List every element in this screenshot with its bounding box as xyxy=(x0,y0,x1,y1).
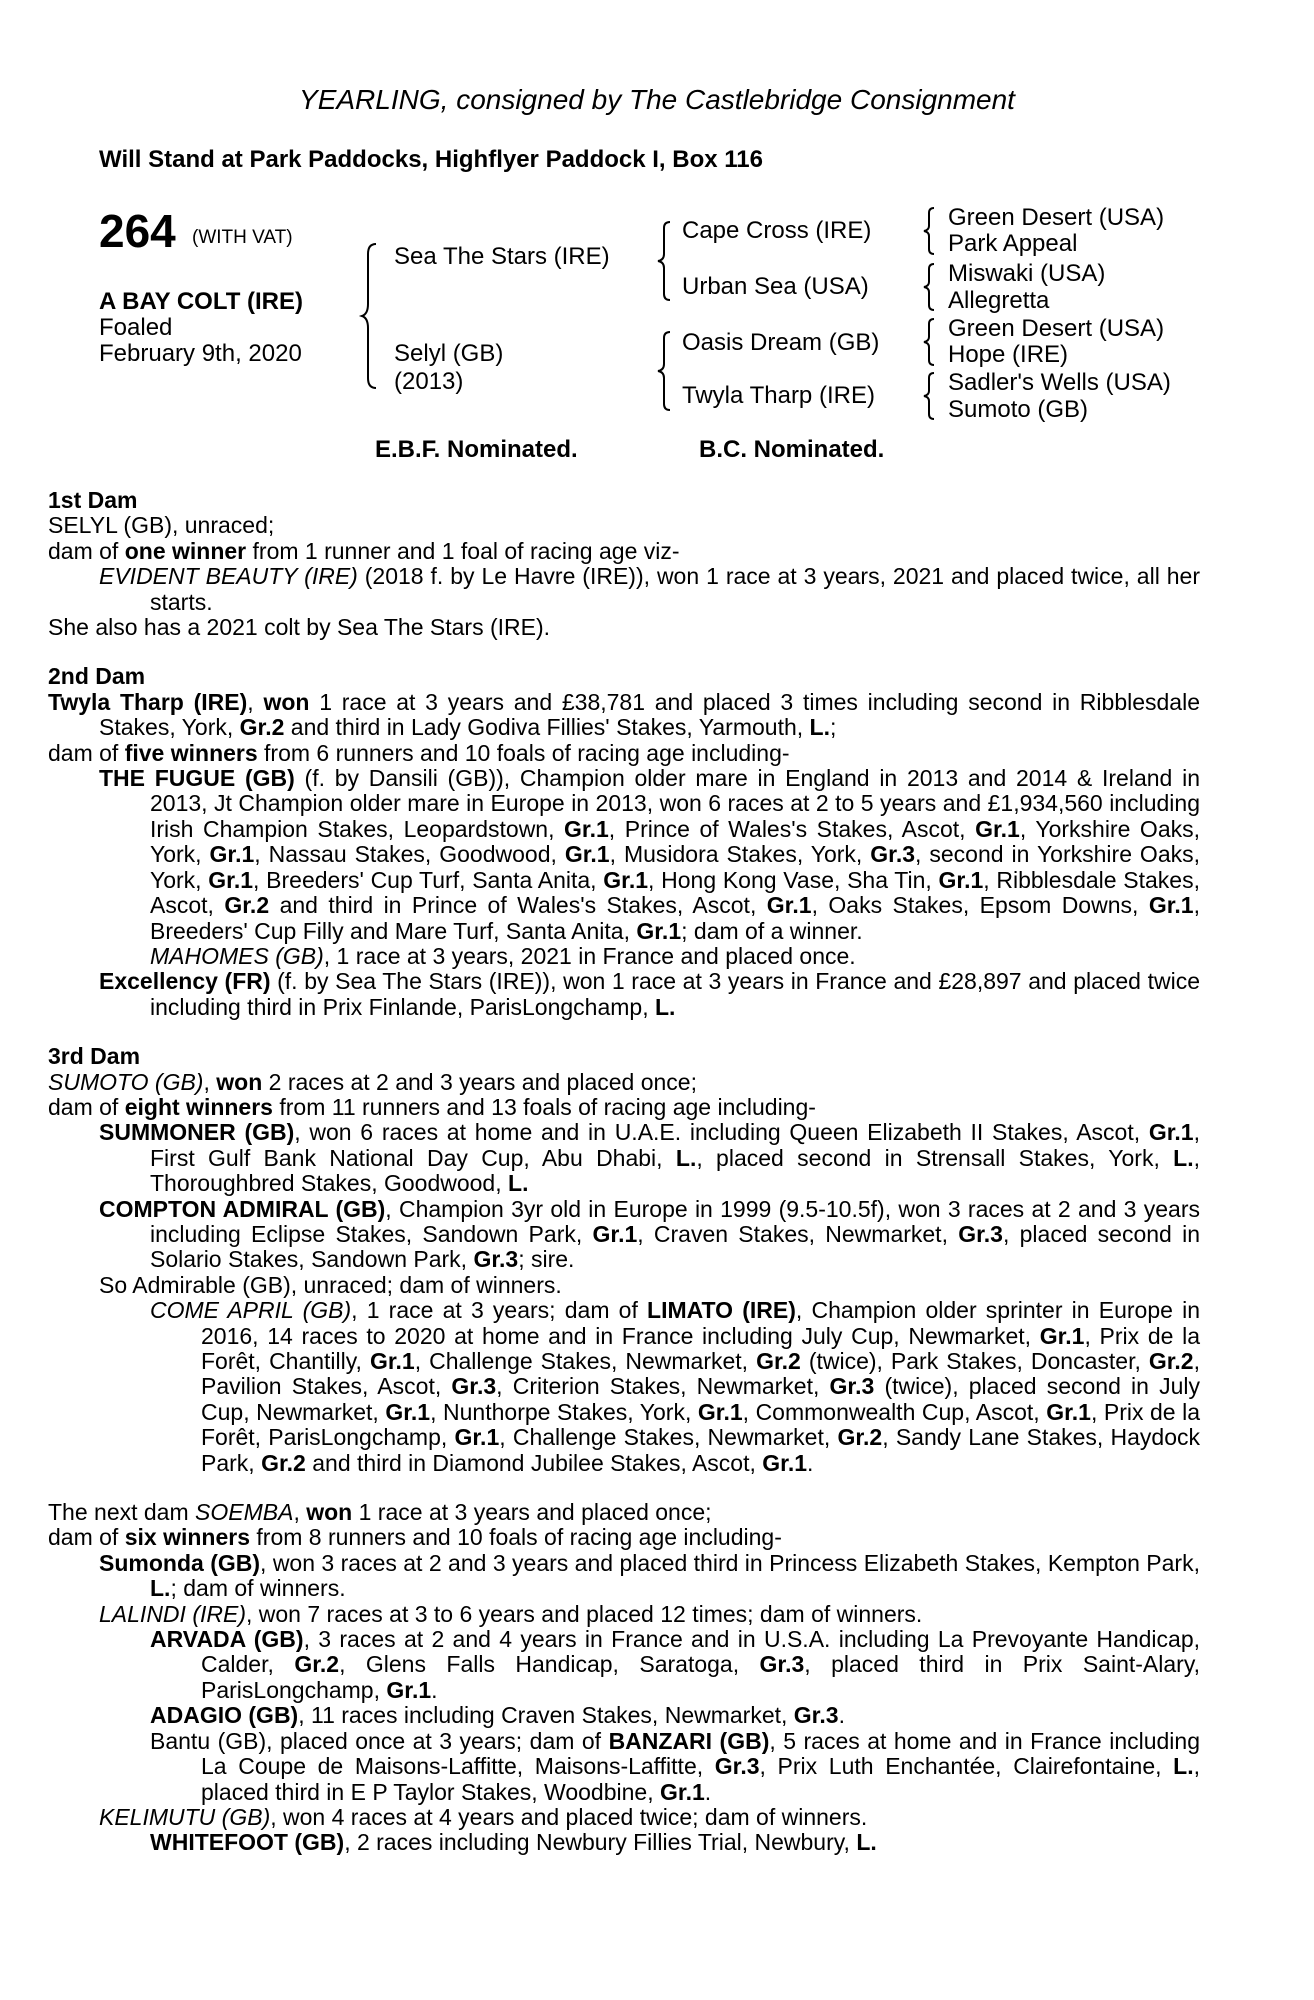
bold-text: Gr.1 xyxy=(369,1348,415,1374)
bold-text: Gr.2 xyxy=(294,1651,340,1678)
italic-text: SOEMBA xyxy=(195,1499,294,1526)
bold-text: won xyxy=(216,1068,263,1095)
lot-number: 264 xyxy=(99,205,176,257)
pedigree-gen3-6: Hope (IRE) xyxy=(948,341,1069,368)
bold-text: Gr.3 xyxy=(451,1373,497,1400)
pedigree-gen2-2: Urban Sea (USA) xyxy=(682,273,869,300)
text: , Glens Falls Handicap, Saratoga, xyxy=(339,1651,760,1678)
pedigree-entry xyxy=(48,539,1200,564)
bold-text: Gr.1 xyxy=(1148,892,1194,919)
pedigree-sire: Sea The Stars (IRE) xyxy=(394,243,610,270)
text: ; xyxy=(830,714,837,741)
text: dam of xyxy=(48,1093,125,1120)
bold-text: eight winners xyxy=(124,1093,273,1120)
bc-nominated: B.C. Nominated. xyxy=(699,436,885,463)
foaled-label: Foaled xyxy=(99,314,173,341)
dam-section xyxy=(48,664,1200,1020)
bold-text: L. xyxy=(508,1170,529,1197)
text: 1 race at 3 years and placed once; xyxy=(352,1499,712,1526)
bold-text: Excellency (FR) xyxy=(99,968,271,995)
text: 1 race at 3 years and £38,781 and placed 3 times including second in Ribblesdale Stakes, York, xyxy=(99,688,1200,741)
bold-text: Gr.1 xyxy=(386,1676,432,1703)
bold-text: one winner xyxy=(124,537,247,564)
pedigree-brace-gen3-3 xyxy=(924,317,938,367)
pedigree-entry xyxy=(48,766,1200,944)
text: dam of xyxy=(48,739,125,766)
pedigree-brace-gen3-4 xyxy=(924,371,938,421)
text: and third in Lady Godiva Fillies' Stakes, Yarmouth, xyxy=(284,714,810,741)
bold-text: Gr.1 xyxy=(938,866,984,893)
bold-text: Gr.3 xyxy=(958,1220,1003,1247)
bold-text: Gr.1 xyxy=(975,815,1020,842)
bold-text: Gr.1 xyxy=(454,1424,500,1451)
dam-section xyxy=(48,1044,1200,1476)
bold-text: won xyxy=(306,1499,353,1526)
text: , Prix de la Forêt, ParisLongchamp, xyxy=(201,1398,1201,1451)
italic-text: COME APRIL (GB) xyxy=(150,1297,352,1324)
bold-text: Gr.1 xyxy=(1046,1398,1091,1425)
text: from 8 runners and 10 foals of racing age including- xyxy=(250,1524,782,1551)
bold-text: Gr.3 xyxy=(473,1246,519,1273)
pedigree-entry xyxy=(48,1500,1200,1525)
pedigree-brace-gen3-2 xyxy=(924,262,938,312)
bold-text: ARVADA (GB) xyxy=(150,1626,304,1653)
bold-text: Gr.1 xyxy=(697,1398,743,1425)
stand-location: Will Stand at Park Paddocks, Highflyer Paddock I, Box 116 xyxy=(99,146,763,173)
bold-text: Gr.1 xyxy=(564,815,609,842)
bold-text: L. xyxy=(655,993,676,1020)
pedigree-gen2-1: Cape Cross (IRE) xyxy=(682,217,872,244)
bold-text: won xyxy=(263,688,310,715)
bold-text: Gr.1 xyxy=(603,866,649,893)
pedigree-dam: Selyl (GB) xyxy=(394,340,504,367)
bold-text: Gr.1 xyxy=(762,1449,808,1476)
text: . xyxy=(807,1449,814,1476)
section-heading: 1st Dam xyxy=(48,487,138,513)
pedigree-brace-gen1 xyxy=(362,242,382,392)
text: , Breeders' Cup Filly and Mare Turf, Santa Anita, xyxy=(150,892,1200,944)
bold-text: L. xyxy=(150,1575,171,1602)
text: dam of xyxy=(48,1524,125,1551)
pedigree-entry xyxy=(48,1627,1200,1703)
pedigree-entry xyxy=(48,1095,1200,1120)
pedigree-brace-gen3-1 xyxy=(924,206,938,256)
pedigree-gen3-2: Park Appeal xyxy=(948,230,1078,257)
text: (twice), placed second in July Cup, Newmarket, xyxy=(201,1373,1200,1425)
text: She also has a 2021 colt by Sea The Stars (IRE). xyxy=(48,614,551,641)
text: , Oaks Stakes, Epsom Downs, xyxy=(811,892,1149,919)
dam-section xyxy=(48,488,1200,640)
bold-text: BANZARI (GB) xyxy=(608,1727,770,1754)
text: , Yorkshire Oaks, York, xyxy=(150,815,1200,868)
bold-text: L. xyxy=(856,1829,877,1856)
horse-name: A BAY COLT (IRE) xyxy=(99,288,304,315)
text: , won 7 races at 3 to 6 years and placed 12 times; dam of winners. xyxy=(245,1600,923,1627)
bold-text: Gr.1 xyxy=(592,1220,638,1247)
pedigree-gen3-5: Green Desert (USA) xyxy=(948,315,1165,342)
bold-text: Gr.2 xyxy=(756,1348,801,1374)
pedigree-entry xyxy=(48,944,1200,969)
text: . xyxy=(838,1702,845,1729)
text: The next dam xyxy=(48,1499,196,1526)
text: ; dam of winners. xyxy=(170,1575,346,1602)
text: , Pavilion Stakes, Ascot, xyxy=(201,1348,1200,1400)
section-heading: 3rd Dam xyxy=(48,1043,141,1070)
text: , second in Yorkshire Oaks, York, xyxy=(150,841,1201,893)
dam-section xyxy=(48,1500,1200,1856)
text: , placed third in Prix Saint-Alary, ParisLongchamp, xyxy=(201,1651,1200,1703)
bold-text: Gr.1 xyxy=(564,841,610,868)
pedigree-entry xyxy=(48,1602,1200,1627)
bold-text: Gr.2 xyxy=(837,1424,883,1451)
italic-text: SUMOTO (GB) xyxy=(48,1068,204,1095)
text: , Hong Kong Vase, Sha Tin, xyxy=(648,866,939,893)
text: , Champion 3yr old in Europe in 1999 (9.5-10.5f), won 3 races at 2 and 3 years including Eclipse Stakes, Sandown Park, xyxy=(150,1195,1200,1247)
text: , Commonwealth Cup, Ascot, xyxy=(742,1398,1047,1425)
text: , Nassau Stakes, Goodwood, xyxy=(254,841,565,868)
text: , 5 races at home and in France including La Coupe de Maisons-Laffitte, Maisons-Laffitte, xyxy=(201,1727,1200,1780)
bold-text: L. xyxy=(809,714,830,741)
pedigree-entry xyxy=(48,615,1200,640)
pedigree-entry xyxy=(48,1298,1200,1476)
pedigree-gen2-4: Twyla Tharp (IRE) xyxy=(682,382,875,409)
pedigree-entry xyxy=(48,1830,1200,1855)
pedigree-entry xyxy=(48,1729,1200,1805)
text: , xyxy=(293,1499,307,1526)
bold-text: COMPTON ADMIRAL (GB) xyxy=(99,1195,386,1222)
ebf-nominated: E.B.F. Nominated. xyxy=(375,436,578,463)
bold-text: L. xyxy=(1173,1144,1194,1171)
text: , won 4 races at 4 years and placed twice; dam of winners. xyxy=(270,1803,868,1830)
text: SELYL (GB), unraced; xyxy=(48,512,275,539)
italic-text: EVIDENT BEAUTY (IRE) xyxy=(99,563,358,590)
pedigree-entry xyxy=(48,1120,1200,1196)
bold-text: Gr.3 xyxy=(793,1702,839,1729)
bold-text: six winners xyxy=(124,1524,250,1551)
bold-text: Gr.3 xyxy=(829,1373,875,1400)
pedigree-entry xyxy=(48,969,1200,1020)
pedigree-dam-year: (2013) xyxy=(394,368,464,395)
pedigree-entry xyxy=(48,1197,1200,1273)
pedigree-gen3-4: Allegretta xyxy=(948,287,1050,314)
pedigree-entry xyxy=(48,1551,1200,1602)
text: (2018 f. by Le Havre (IRE)), won 1 race at 3 years, 2021 and placed twice, all her starts. xyxy=(150,563,1200,615)
text: , xyxy=(203,1068,217,1095)
pedigree-gen2-3: Oasis Dream (GB) xyxy=(682,329,880,356)
pedigree-entry xyxy=(48,513,1200,538)
bold-text: Gr.2 xyxy=(1148,1348,1194,1374)
bold-text: L. xyxy=(1173,1753,1194,1780)
text: , Prince of Wales's Stakes, Ascot, xyxy=(608,815,976,842)
bold-text: THE FUGUE (GB) xyxy=(99,765,295,792)
text: (twice), Park Stakes, Doncaster, xyxy=(800,1348,1149,1374)
text: . xyxy=(431,1676,438,1703)
text: So Admirable (GB), unraced; dam of winners. xyxy=(99,1271,562,1298)
text: , Sandy Lane Stakes, Haydock Park, xyxy=(201,1424,1201,1476)
bold-text: five winners xyxy=(124,739,258,766)
text: , Musidora Stakes, York, xyxy=(609,841,871,868)
pedigree-brace-gen2-bottom xyxy=(658,330,674,412)
text: ; dam of a winner. xyxy=(681,917,863,944)
text: and third in Prince of Wales's Stakes, Ascot, xyxy=(269,892,767,919)
bold-text: Gr.2 xyxy=(239,714,285,741)
text: , placed third in E P Taylor Stakes, Woodbine, xyxy=(201,1753,1200,1805)
bold-text: Gr.3 xyxy=(870,841,916,868)
text: , 1 race at 3 years, 2021 in France and placed once. xyxy=(323,942,856,969)
text: , placed second in Strensall Stakes, York, xyxy=(696,1144,1174,1171)
pedigree-entry xyxy=(48,1703,1200,1728)
bold-text: Gr.1 xyxy=(385,1398,431,1425)
text: , Ribblesdale Stakes, Ascot, xyxy=(150,866,1200,919)
bold-text: Gr.1 xyxy=(208,866,254,893)
pedigree-gen3-8: Sumoto (GB) xyxy=(948,396,1089,423)
catalogue-body xyxy=(48,488,1200,1880)
pedigree-brace-gen2-top xyxy=(658,220,674,302)
text: and third in Diamond Jubilee Stakes, Ascot, xyxy=(305,1449,763,1476)
text: , Craven Stakes, Newmarket, xyxy=(637,1220,959,1247)
text: . xyxy=(704,1778,712,1805)
bold-text: L. xyxy=(675,1144,697,1171)
foaled-date: February 9th, 2020 xyxy=(99,340,302,367)
pedigree-entry xyxy=(48,741,1200,766)
text: Bantu (GB), placed once at 3 years; dam of xyxy=(150,1727,609,1754)
pedigree-entry xyxy=(48,1070,1200,1095)
text: , Prix de la Forêt, Chantilly, xyxy=(201,1322,1200,1374)
text: (f. by Dansili (GB)), Champion older mare in England in 2013 and 2014 & Ireland in 2013, Jt Champion older mare in Europe in 2013, won 6 races at 2 to 5 years and £1,934,560 including Irish Champion Stakes, Leopardstown, xyxy=(150,765,1200,842)
bold-text: SUMMONER (GB) xyxy=(99,1119,295,1146)
text: 2 races at 2 and 3 years and placed once; xyxy=(262,1068,697,1095)
text: , Prix Luth Enchantée, Clairefontaine, xyxy=(759,1753,1174,1780)
pedigree-gen3-7: Sadler's Wells (USA) xyxy=(948,369,1171,396)
pedigree-entry xyxy=(48,1805,1200,1830)
text: , Criterion Stakes, Newmarket, xyxy=(496,1373,830,1400)
text: , 11 races including Craven Stakes, Newmarket, xyxy=(298,1702,794,1729)
text: ; sire. xyxy=(518,1246,575,1273)
text: from 11 runners and 13 foals of racing age including- xyxy=(272,1093,816,1120)
text: , Thoroughbred Stakes, Goodwood, xyxy=(150,1144,1200,1197)
text: , Champion older sprinter in Europe in 2016, 14 races to 2020 at home and in France including July Cup, Newmarket, xyxy=(201,1297,1201,1349)
bold-text: Gr.3 xyxy=(759,1651,805,1678)
text: , won 3 races at 2 and 3 years and placed third in Princess Elizabeth Stakes, Kempton Park, xyxy=(260,1549,1200,1576)
bold-text: Gr.1 xyxy=(660,1778,705,1805)
bold-text: ADAGIO (GB) xyxy=(150,1702,299,1729)
catalogue-title: YEARLING, consigned by The Castlebridge Consignment xyxy=(299,84,1015,115)
pedigree-entry xyxy=(48,564,1200,615)
text: dam of xyxy=(48,537,125,564)
bold-text: Gr.3 xyxy=(714,1753,760,1780)
pedigree-entry xyxy=(48,1273,1200,1298)
italic-text: LALINDI (IRE) xyxy=(99,1600,246,1627)
text: , placed second in Solario Stakes, Sandown Park, xyxy=(150,1220,1200,1273)
bold-text: WHITEFOOT (GB) xyxy=(150,1829,345,1856)
bold-text: Twyla Tharp (IRE) xyxy=(48,688,248,715)
text: from 1 runner and 1 foal of racing age viz- xyxy=(246,537,680,564)
text: , 1 race at 3 years; dam of xyxy=(351,1297,648,1324)
pedigree-entry xyxy=(48,1525,1200,1550)
bold-text: LIMATO (IRE) xyxy=(647,1297,796,1324)
italic-text: KELIMUTU (GB) xyxy=(99,1803,271,1830)
bold-text: Gr.2 xyxy=(261,1449,306,1476)
text: , Breeders' Cup Turf, Santa Anita, xyxy=(253,866,604,893)
text: , First Gulf Bank National Day Cup, Abu Dhabi, xyxy=(150,1119,1200,1171)
pedigree-gen3-3: Miswaki (USA) xyxy=(948,260,1106,287)
text: , Challenge Stakes, Newmarket, xyxy=(499,1424,838,1451)
vat-note: (WITH VAT) xyxy=(192,227,293,248)
bold-text: Gr.1 xyxy=(1039,1322,1085,1349)
section-heading: 2nd Dam xyxy=(48,663,146,690)
bold-text: Gr.1 xyxy=(209,841,255,868)
bold-text: Gr.1 xyxy=(636,917,682,944)
bold-text: Gr.1 xyxy=(1148,1119,1194,1146)
text: from 6 runners and 10 foals of racing age including- xyxy=(257,739,790,766)
bold-text: Gr.2 xyxy=(224,892,270,919)
bold-text: Sumonda (GB) xyxy=(99,1549,261,1576)
italic-text: MAHOMES (GB) xyxy=(150,942,324,969)
text: (f. by Sea The Stars (IRE)), won 1 race at 3 years in France and £28,897 and placed twice including third in Prix Finlande, ParisLongchamp, xyxy=(150,968,1200,1020)
text: , 3 races at 2 and 4 years in France and in U.S.A. including La Prevoyante Handicap, Calder, xyxy=(201,1626,1200,1678)
pedigree-gen3-1: Green Desert (USA) xyxy=(948,204,1165,231)
text: , won 6 races at home and in U.A.E. including Queen Elizabeth II Stakes, Ascot, xyxy=(294,1119,1149,1146)
pedigree-entry xyxy=(48,690,1200,741)
text: , xyxy=(247,688,264,715)
text: , 2 races including Newbury Fillies Trial, Newbury, xyxy=(344,1829,857,1856)
bold-text: Gr.1 xyxy=(766,892,812,919)
text: , Challenge Stakes, Newmarket, xyxy=(414,1348,757,1374)
text: , Nunthorpe Stakes, York, xyxy=(430,1398,698,1425)
